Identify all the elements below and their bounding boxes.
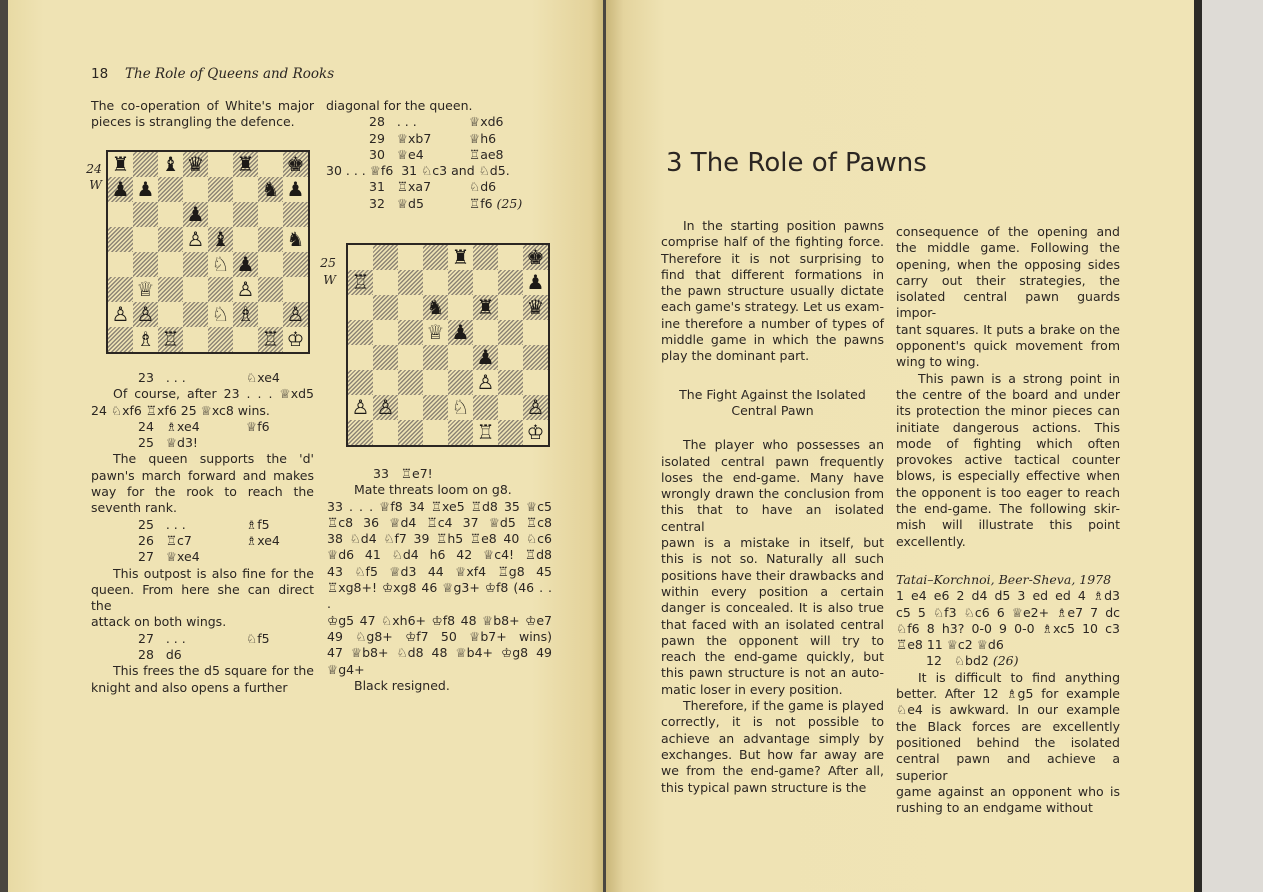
- paragraph-line: opponent's quick movement from: [896, 338, 1120, 354]
- board-square: [283, 202, 308, 227]
- board-square: [423, 245, 448, 270]
- paragraph-line: correctly, it is not possible to: [661, 714, 884, 730]
- paragraph-line: positioned behind the isolated: [896, 734, 1120, 750]
- paragraph-line: matic loser in every position.: [661, 681, 843, 697]
- left-page: [8, 0, 603, 892]
- board-square: [348, 245, 373, 270]
- game-line: 33 . . . ♕f8 34 ♖xe5 ♖d8 35 ♕c5: [327, 498, 552, 514]
- board-square: [158, 277, 183, 302]
- paragraph-line: positions have their drawbacks and: [661, 567, 884, 583]
- game-line: 38 ♘d4 ♘f7 39 ♖h5 ♖e8 40 ♘c6: [327, 531, 552, 547]
- board-square: ♙: [283, 302, 308, 327]
- move-white: 25 . . .: [138, 516, 186, 532]
- game-moves-line: 1 e4 e6 2 d4 d5 3 ed ed 4 ♗d3: [896, 588, 1120, 604]
- move-row: [91, 647, 314, 663]
- game-header: Tatai–Korchnoi, Beer-Sheva, 1978: [896, 571, 1112, 587]
- paragraph-line: within every position a certain: [661, 583, 884, 599]
- board-square: [373, 420, 398, 445]
- board-square: ♙: [373, 395, 398, 420]
- board-square: [183, 302, 208, 327]
- board-square: ♘: [208, 252, 233, 277]
- paragraph-line: tant squares. It puts a brake on the: [896, 321, 1120, 337]
- move-white: 31 ♖xa7: [369, 179, 432, 195]
- paragraph-line: the middle game. Following the: [896, 240, 1120, 256]
- board-square: [473, 270, 498, 295]
- board-square: [423, 395, 448, 420]
- paragraph-line: middle game in which the pawns: [661, 332, 884, 348]
- paragraph-line: danger is concealed. It is also true: [661, 600, 884, 616]
- move-row: [91, 370, 314, 386]
- chess-diagram-25: [346, 243, 550, 447]
- paragraph-line: pawn's march forward and makes: [91, 467, 314, 483]
- board-square: [473, 395, 498, 420]
- move-white: 30 ♕e4: [369, 146, 424, 162]
- board-square: ♚: [523, 245, 548, 270]
- move-12-text: 12 ♘bd2: [926, 653, 993, 669]
- move-white: 27 . . .: [138, 630, 186, 646]
- board-square: [133, 202, 158, 227]
- game-line: ♔g5 47 ♘xh6+ ♔f8 48 ♕b8+ ♔e7: [327, 612, 552, 628]
- board-square: [373, 295, 398, 320]
- board-square: ♖: [158, 327, 183, 352]
- paragraph-line: ♘e4 is awkward. In our example: [896, 702, 1120, 718]
- board-square: ♟: [183, 202, 208, 227]
- board-square: [183, 252, 208, 277]
- game-line: 43 ♘f5 ♕d3 44 ♕xf4 ♖g8 45: [327, 563, 552, 579]
- paragraph-line: this typical pawn structure is the: [661, 779, 867, 795]
- move-white: 28 d6: [138, 647, 182, 663]
- paragraph-line: rushing to an endgame without: [896, 800, 1093, 816]
- board-square: ♚: [283, 152, 308, 177]
- paragraph-line: better. After 12 ♗g5 for example: [896, 686, 1120, 702]
- intro-line: The co-operation of White's major: [91, 98, 314, 113]
- board-square: [108, 252, 133, 277]
- board-square: [398, 395, 423, 420]
- board-square: ♟: [448, 320, 473, 345]
- board-square: ♕: [133, 277, 158, 302]
- move-row: [326, 179, 541, 195]
- board-square: [283, 277, 308, 302]
- board-square: ♙: [523, 395, 548, 420]
- paragraph-line: knight and also opens a further: [91, 679, 288, 695]
- diagram-24-side: W: [89, 177, 102, 192]
- game-moves-line: ♖e8 11 ♕c2 ♕d6: [896, 637, 1004, 653]
- move-row: [91, 549, 314, 565]
- paragraph-line: each game's strategy. Let us exam-: [661, 299, 884, 315]
- board-square: [498, 270, 523, 295]
- paragraph-line: the opponent is too eager to reach: [896, 484, 1120, 500]
- board-square: [233, 327, 258, 352]
- board-square: ♖: [258, 327, 283, 352]
- move-row: [326, 196, 541, 212]
- board-square: [183, 177, 208, 202]
- board-square: ♟: [473, 345, 498, 370]
- paragraph-line: reach the end-game quickly, but: [661, 649, 884, 665]
- paragraph-line: game against an opponent who is: [896, 783, 1120, 799]
- game-line: ♖c8 36 ♕d4 ♖c4 37 ♕d5 ♖c8: [327, 514, 552, 530]
- right-col1: [661, 218, 884, 796]
- book-edge: [1194, 0, 1263, 892]
- paragraph-line: the pawn structure usually dictate: [661, 283, 884, 299]
- move-black: ♗xe4: [246, 532, 280, 548]
- move-row: [91, 517, 314, 533]
- paragraph-line: This outpost is also fine for the: [113, 565, 314, 581]
- col1-text: [91, 370, 314, 696]
- col2-bottom: [327, 466, 552, 694]
- board-square: [233, 202, 258, 227]
- board-square: [258, 302, 283, 327]
- board-square: [473, 245, 498, 270]
- board-square: [348, 370, 373, 395]
- section-title-line: The Fight Against the Isolated: [679, 386, 866, 402]
- board-square: [108, 277, 133, 302]
- paragraph-line: This frees the d5 square for the: [113, 663, 314, 679]
- board-square: ♙: [348, 395, 373, 420]
- paragraph-line: wing to wing.: [896, 354, 980, 370]
- paragraph-line: loses the end-game. Many have: [661, 469, 884, 485]
- game-line: Black resigned.: [354, 677, 450, 693]
- move-black: ♕h6: [469, 130, 497, 146]
- board-square: ♟: [133, 177, 158, 202]
- board-square: [158, 177, 183, 202]
- paragraph-line: The player who possesses an: [683, 437, 884, 453]
- chess-diagram-24: [106, 150, 310, 354]
- game-line: ♖xg8+! ♔xg8 46 ♕g3+ ♔f8 (46 . . .: [327, 580, 552, 612]
- board-square: [158, 252, 183, 277]
- board-square: [258, 152, 283, 177]
- paragraph-line: wrongly drawn the conclusion from: [661, 486, 884, 502]
- board-square: ♞: [283, 227, 308, 252]
- board-square: ♗: [133, 327, 158, 352]
- move-black: [469, 196, 522, 212]
- game-line: 47 ♕b8+ ♘d8 48 ♕b4+ ♔g8 49: [327, 645, 552, 661]
- running-head: The Role of Queens and Rooks: [125, 66, 335, 82]
- board-square: [423, 370, 448, 395]
- board-square: [398, 320, 423, 345]
- game-line: Mate threats loom on g8.: [354, 482, 512, 498]
- paragraph-line: the Black forces are excellently: [896, 718, 1120, 734]
- paragraph-line: central pawn and achieve a superior: [896, 751, 1120, 783]
- paragraph-line: It is difficult to find anything: [918, 669, 1120, 685]
- paragraph-line: pawn is a mistake in itself, but: [661, 535, 884, 551]
- board-square: [498, 420, 523, 445]
- board-square: ♘: [448, 395, 473, 420]
- text-line: diagonal for the queen.: [326, 98, 473, 113]
- board-square: [208, 152, 233, 177]
- board-square: [473, 320, 498, 345]
- board-square: [233, 177, 258, 202]
- board-square: [348, 320, 373, 345]
- move-white: 23 . . .: [138, 370, 186, 385]
- paragraph-line: carry out their strategies, the: [896, 272, 1120, 288]
- move-row: [91, 435, 314, 451]
- paragraph-line: Of course, after 23 . . . ♕xd5: [113, 386, 314, 402]
- paragraph-line: we from the end-game? After all,: [661, 763, 884, 779]
- board-square: [233, 227, 258, 252]
- board-square: [158, 302, 183, 327]
- board-square: [498, 370, 523, 395]
- paragraph-line: blows, is especially effective when: [896, 468, 1120, 484]
- move-black-text: ♖f6: [469, 195, 497, 211]
- board-square: ♘: [208, 302, 233, 327]
- board-square: ♞: [423, 295, 448, 320]
- game-line: ♕g4+: [327, 661, 365, 677]
- board-square: ♝: [208, 227, 233, 252]
- board-square: ♙: [233, 277, 258, 302]
- move-black: ♕xd6: [469, 114, 504, 130]
- board-square: ♜: [473, 295, 498, 320]
- move-row: [91, 631, 314, 647]
- move-12: [896, 653, 1120, 669]
- board-square: [448, 420, 473, 445]
- right-col2: [896, 224, 1120, 816]
- page-number: 18: [91, 66, 109, 82]
- paragraph-line: The queen supports the 'd': [113, 451, 314, 467]
- board-square: [133, 227, 158, 252]
- board-square: [398, 370, 423, 395]
- paragraph-line: comprise half of the fighting force.: [661, 234, 884, 250]
- board-square: [448, 295, 473, 320]
- paragraph-line: this is not so. Naturally all such: [661, 551, 884, 567]
- paragraph-line: this that to have an isolated central: [661, 502, 884, 534]
- board-square: [283, 252, 308, 277]
- board-square: [208, 327, 233, 352]
- board-square: ♜: [448, 245, 473, 270]
- move-row: [326, 131, 541, 147]
- board-square: [398, 295, 423, 320]
- diagram-24-number: 24: [86, 161, 102, 176]
- paragraph-line: seventh rank.: [91, 500, 177, 516]
- diagram-25-side: W: [323, 272, 336, 287]
- board-square: [348, 295, 373, 320]
- board-square: ♖: [348, 270, 373, 295]
- move-white: 24 ♗xe4: [138, 418, 200, 434]
- board-square: [523, 345, 548, 370]
- board-square: [258, 202, 283, 227]
- paragraph-line: attack on both wings.: [91, 614, 227, 630]
- move-black: ♕f6: [246, 418, 270, 434]
- paragraph-line: Therefore it is not surprising to: [661, 250, 884, 266]
- board-square: [373, 270, 398, 295]
- paragraph-line: this pawn structure is not an auto-: [661, 665, 884, 681]
- board-square: [133, 252, 158, 277]
- paragraph-line: exchanges. But how far away are: [661, 746, 884, 762]
- board-square: [398, 245, 423, 270]
- game-line: 33 ♖e7!: [373, 466, 433, 481]
- board-square: ♙: [183, 227, 208, 252]
- board-square: ♙: [133, 302, 158, 327]
- diagram-ref: (26): [992, 653, 1019, 669]
- board-square: [348, 420, 373, 445]
- board-square: [423, 345, 448, 370]
- board-square: [498, 245, 523, 270]
- board-square: [208, 177, 233, 202]
- move-white: 25 ♕d3!: [138, 435, 198, 451]
- paragraph-line: its protection the minor pieces can: [896, 403, 1120, 419]
- board-square: [373, 370, 398, 395]
- move-row: [326, 147, 541, 163]
- move-row: [326, 114, 541, 130]
- board-square: ♔: [283, 327, 308, 352]
- board-square: [158, 202, 183, 227]
- board-square: [498, 395, 523, 420]
- board-square: [373, 345, 398, 370]
- paragraph-line: pawn the opponent will try to: [661, 632, 884, 648]
- move-row: [91, 419, 314, 435]
- board-square: [498, 345, 523, 370]
- paragraph-line: excellently.: [896, 533, 966, 549]
- paragraph-line: provokes active tactical counter: [896, 452, 1120, 468]
- move-white: 27 ♕xe4: [138, 549, 200, 565]
- move-black: ♖ae8: [469, 146, 504, 162]
- board-square: [183, 277, 208, 302]
- board-square: ♞: [258, 177, 283, 202]
- move-black: ♗f5: [246, 516, 270, 532]
- board-square: [398, 345, 423, 370]
- chapter-title: 3 The Role of Pawns: [666, 148, 927, 178]
- board-square: [448, 345, 473, 370]
- col2-top: [326, 98, 541, 212]
- paragraph-line: consequence of the opening and: [896, 224, 1120, 239]
- board-square: [108, 227, 133, 252]
- board-square: [398, 420, 423, 445]
- paragraph-line: the end-game. The following skir-: [896, 501, 1120, 517]
- board-square: [133, 152, 158, 177]
- paragraph-line: that faced with an isolated central: [661, 616, 884, 632]
- board-square: ♟: [523, 270, 548, 295]
- section-title: [661, 387, 884, 420]
- board-square: ♜: [233, 152, 258, 177]
- board-square: [108, 327, 133, 352]
- board-square: [373, 320, 398, 345]
- board-square: ♕: [423, 320, 448, 345]
- paragraph-line: ine therefore a number of types of: [661, 315, 884, 331]
- paragraph-line: In the starting position pawns: [683, 218, 884, 233]
- game-line: 49 ♘g8+ ♔f7 50 ♕b7+ wins): [327, 628, 552, 644]
- paragraph-line: mode of fighting which often: [896, 435, 1120, 451]
- board-square: [498, 320, 523, 345]
- move-white: 29 ♕xb7: [369, 130, 432, 146]
- board-square: [108, 202, 133, 227]
- paragraph-line: play the dominant part.: [661, 348, 810, 364]
- paragraph-line: the centre of the board and under: [896, 386, 1120, 402]
- move-row: [91, 533, 314, 549]
- board-square: [423, 420, 448, 445]
- game-line: ♕d6 41 ♘d4 h6 42 ♕c4! ♖d8: [327, 547, 552, 563]
- col1-intro: [91, 98, 314, 131]
- move-white: 26 ♖c7: [138, 532, 192, 548]
- board-square: [258, 277, 283, 302]
- board-square: [158, 227, 183, 252]
- board-square: ♜: [108, 152, 133, 177]
- board-square: [208, 277, 233, 302]
- board-square: ♙: [108, 302, 133, 327]
- paragraph-line: This pawn is a strong point in: [918, 370, 1120, 386]
- board-square: [448, 370, 473, 395]
- board-square: [258, 227, 283, 252]
- board-square: ♛: [523, 295, 548, 320]
- right-page: [606, 0, 1194, 892]
- board-square: ♟: [283, 177, 308, 202]
- board-square: ♝: [158, 152, 183, 177]
- board-square: [423, 270, 448, 295]
- paragraph-line: initiate dangerous actions. This: [896, 419, 1120, 435]
- board-square: [208, 202, 233, 227]
- board-square: [258, 252, 283, 277]
- intro-line: pieces is strangling the defence.: [91, 114, 295, 130]
- board-square: ♛: [183, 152, 208, 177]
- section-title-line: Central Pawn: [731, 402, 814, 418]
- diagram-ref: (25): [496, 195, 523, 211]
- board-square: ♟: [233, 252, 258, 277]
- move-white: 32 ♕d5: [369, 195, 424, 211]
- paragraph-line: achieve an advantage simply by: [661, 730, 884, 746]
- board-square: ♗: [233, 302, 258, 327]
- variation-line: 30 . . . ♕f6 31 ♘c3 and ♘d5.: [326, 163, 510, 179]
- board-square: ♙: [473, 370, 498, 395]
- paragraph-line: isolated central pawn frequently: [661, 453, 884, 469]
- move-black: ♘d6: [469, 179, 497, 195]
- board-square: [523, 370, 548, 395]
- paragraph-line: 24 ♘xf6 ♖xf6 25 ♕xc8 wins.: [91, 402, 270, 418]
- paragraph-line: mish will illustrate this point: [896, 517, 1120, 533]
- board-square: [398, 270, 423, 295]
- paragraph-line: opening, when the opposing sides: [896, 256, 1120, 272]
- game-moves-line: ♘f6 8 h3? 0-0 9 0-0 ♗xc5 10 c3: [896, 620, 1120, 636]
- move-black: ♘xe4: [246, 370, 280, 385]
- board-square: ♔: [523, 420, 548, 445]
- board-square: [523, 320, 548, 345]
- board-square: [448, 270, 473, 295]
- board-square: ♟: [108, 177, 133, 202]
- paragraph-line: find that different formations in: [661, 266, 884, 282]
- board-square: [498, 295, 523, 320]
- paragraph-line: way for the rook to reach the: [91, 484, 314, 500]
- paragraph-line: queen. From here she can direct the: [91, 581, 314, 614]
- game-moves-line: c5 5 ♘f3 ♘c6 6 ♕e2+ ♗e7 7 dc: [896, 604, 1120, 620]
- board-square: [348, 345, 373, 370]
- board-square: [183, 327, 208, 352]
- board-square: [373, 245, 398, 270]
- paragraph-line: Therefore, if the game is played: [683, 698, 884, 714]
- move-white: 28 . . .: [369, 114, 417, 130]
- paragraph-line: isolated central pawn guards impor-: [896, 289, 1120, 321]
- diagram-25-number: 25: [320, 255, 336, 270]
- move-black: ♘f5: [246, 630, 270, 646]
- board-square: ♖: [473, 420, 498, 445]
